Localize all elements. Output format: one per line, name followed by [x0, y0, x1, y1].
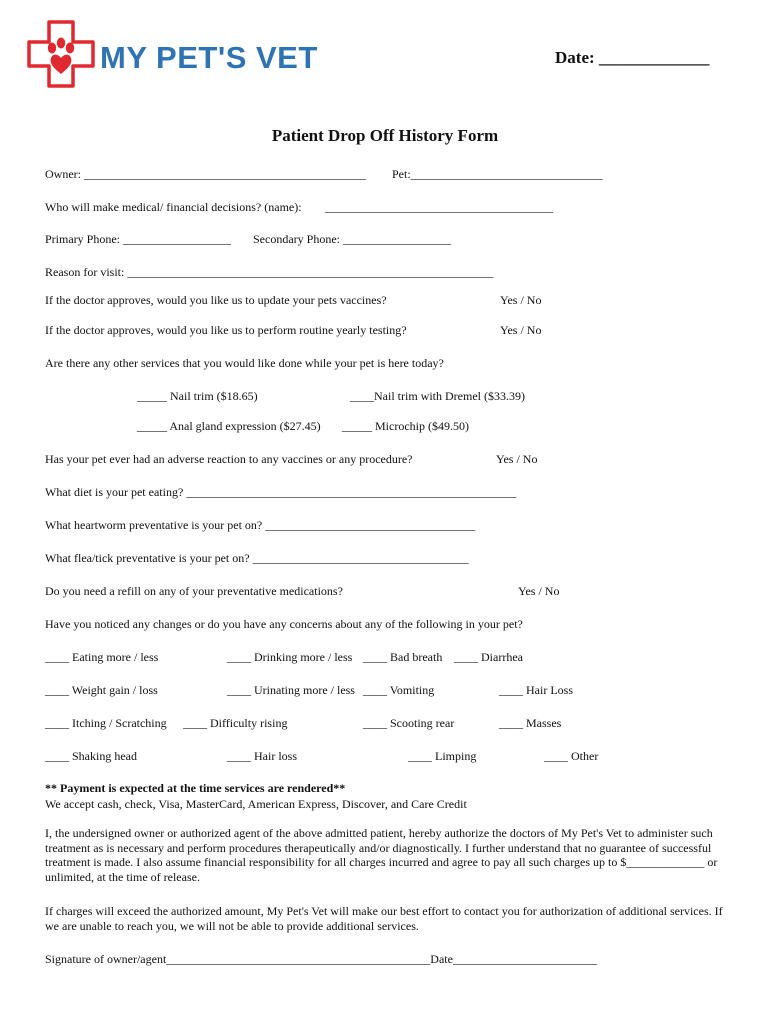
payment-methods: We accept cash, check, Visa, MasterCard, American Express, Discover, and Care Credit: [45, 797, 467, 811]
concern-difficulty-rising[interactable]: ____ Difficulty rising: [183, 716, 288, 730]
brand-name: MY PET'S VET: [100, 40, 318, 75]
flea-tick-field[interactable]: What flea/tick preventative is your pet on? ____________________________________: [45, 551, 469, 565]
heartworm-field[interactable]: What heartworm preventative is your pet on? ___________________________________: [45, 518, 476, 532]
concern-weight[interactable]: ____ Weight gain / loss: [45, 683, 158, 697]
testing-question: If the doctor approves, would you like us to perform routine yearly testing?: [45, 323, 407, 337]
concern-limping[interactable]: ____ Limping: [408, 749, 477, 763]
concern-hair-loss-2[interactable]: ____ Hair loss: [227, 749, 297, 763]
concern-eating[interactable]: ____ Eating more / less: [45, 650, 159, 664]
authorization-paragraph: I, the undersigned owner or authorized agent of the above admitted patient, hereby authorize the doctors of My Pet's Vet to administer such treatment as is necessary and perform procedures therapeutically and/or diagnostically. I further understand that no guarantee of successful treatment is made. I also assume financial responsibility for all charges incurred and agree to pay all such charges up to $_____________ or unlimited, at the time of release.: [45, 826, 718, 884]
concern-itching[interactable]: ____ Itching / Scratching: [45, 716, 167, 730]
reaction-question: Has your pet ever had an adverse reaction to any vaccines or any procedure?: [45, 452, 413, 466]
concern-drinking[interactable]: ____ Drinking more / less: [227, 650, 353, 664]
medical-cross-icon: [22, 18, 102, 92]
concern-urinating[interactable]: ____ Urinating more / less: [227, 683, 355, 697]
date-field[interactable]: Date: _____________: [555, 48, 710, 67]
secondary-phone-field[interactable]: Secondary Phone: __________________: [253, 232, 451, 246]
concern-masses[interactable]: ____ Masses: [499, 716, 562, 730]
decision-maker-field[interactable]: ______________________________________: [325, 200, 553, 214]
service-anal-gland[interactable]: _____ Anal gland expression ($27.45): [137, 419, 321, 433]
payment-notice: ** Payment is expected at the time services are rendered**: [45, 781, 346, 795]
exceed-charges-paragraph: If charges will exceed the authorized amount, My Pet's Vet will make our best effort to contact you for authorization of additional services. If we are unable to reach you, we will not be able to provide additional services.: [45, 904, 723, 933]
concern-other[interactable]: ____ Other: [544, 749, 599, 763]
concern-bad-breath[interactable]: ____ Bad breath: [363, 650, 443, 664]
services-question: Are there any other services that you would like done while your pet is here today?: [45, 356, 444, 370]
diet-field[interactable]: What diet is your pet eating? _______________________________________________________: [45, 485, 517, 499]
refill-yes-no[interactable]: Yes / No: [518, 584, 560, 598]
service-nail-dremel[interactable]: ____Nail trim with Dremel ($33.39): [350, 389, 525, 403]
owner-field[interactable]: Owner: _______________________________________________: [45, 167, 366, 181]
concern-vomiting[interactable]: ____ Vomiting: [363, 683, 435, 697]
pet-field[interactable]: Pet:________________________________: [392, 167, 603, 181]
vaccines-question: If the doctor approves, would you like us to update your pets vaccines?: [45, 293, 387, 307]
testing-yes-no[interactable]: Yes / No: [500, 323, 542, 337]
service-microchip[interactable]: _____ Microchip ($49.50): [342, 419, 469, 433]
form-title: Patient Drop Off History Form: [271, 126, 499, 145]
refill-question: Do you need a refill on any of your preventative medications?: [45, 584, 343, 598]
concern-diarrhea[interactable]: ____ Diarrhea: [454, 650, 523, 664]
reaction-yes-no[interactable]: Yes / No: [496, 452, 538, 466]
primary-phone-field[interactable]: Primary Phone: __________________: [45, 232, 231, 246]
concern-hair-loss[interactable]: ____ Hair Loss: [499, 683, 573, 697]
signature-line[interactable]: Signature of owner/agent____________________________________________Date________________________: [45, 952, 597, 966]
service-nail-trim[interactable]: _____ Nail trim ($18.65): [137, 389, 258, 403]
changes-question: Have you noticed any changes or do you have any concerns about any of the following in your pet?: [45, 617, 523, 631]
concern-scooting[interactable]: ____ Scooting rear: [363, 716, 455, 730]
reason-field[interactable]: Reason for visit: _____________________________________________________________: [45, 265, 494, 279]
concern-shaking[interactable]: ____ Shaking head: [45, 749, 137, 763]
decision-maker-label: Who will make medical/ financial decisions? (name):: [45, 200, 302, 214]
vaccines-yes-no[interactable]: Yes / No: [500, 293, 542, 307]
logo: [22, 18, 318, 92]
